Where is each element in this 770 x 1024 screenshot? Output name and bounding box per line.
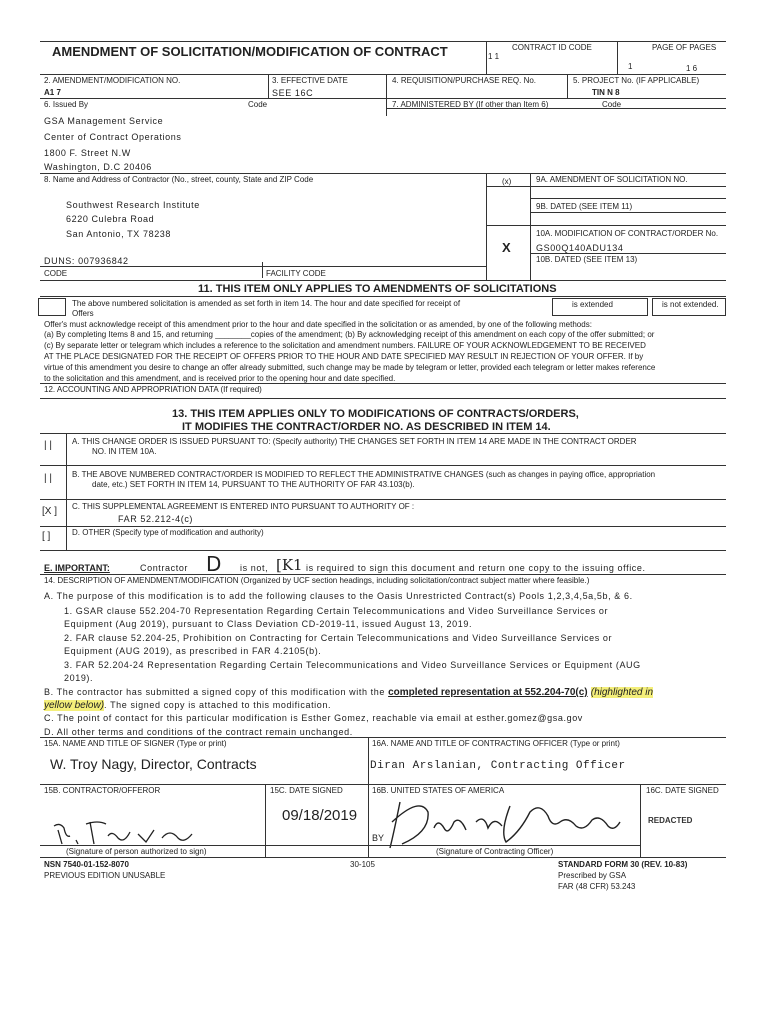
section-11-para-6: to the solicitation and this amendment, and is received prior to the opening hour and date specified. <box>44 374 396 383</box>
contractor-line-3: San Antonio, TX 78238 <box>66 229 172 239</box>
option-a-line-2: NO. IN ITEM 10A. <box>92 447 157 456</box>
previous-edition-note: PREVIOUS EDITION UNUSABLE <box>44 871 166 880</box>
amendment-no-label: 2. AMENDMENT/MODIFICATION NO. <box>44 76 181 85</box>
amendment-no-value: A1 7 <box>44 88 61 97</box>
page-label: PAGE OF PAGES <box>652 43 717 52</box>
usa-label: 16B. UNITED STATES OF AMERICA <box>372 786 505 795</box>
contract-id-value: 1 1 <box>488 52 500 61</box>
date-signed-16c-value: REDACTED <box>648 816 693 825</box>
section-11-offers: Offers <box>72 309 94 318</box>
description-b-line-2 <box>44 700 331 711</box>
important-label <box>44 563 110 573</box>
facility-code-label: FACILITY CODE <box>266 269 326 278</box>
important-rest: is required to sign this document and return one copy to the issuing office. <box>306 563 646 573</box>
officer-signature-caption: (Signature of Contracting Officer) <box>436 847 554 856</box>
description-label: 14. DESCRIPTION OF AMENDMENT/MODIFICATION (Organized by UCF section headings, including solicitation/contract subject matter where feasible.) <box>44 576 590 585</box>
nsn-number: NSN 7540-01-152-8070 <box>44 860 129 869</box>
by-label: BY <box>372 833 385 843</box>
project-no-value: TIN N 8 <box>592 88 620 97</box>
standard-form-label: STANDARD FORM 30 (REV. 10-83) <box>558 860 688 869</box>
signer-name-value: W. Troy Nagy, Director, Contracts <box>50 756 257 772</box>
option-c-line-1: C. THIS SUPPLEMENTAL AGREEMENT IS ENTERED INTO PURSUANT TO AUTHORITY OF : <box>72 502 415 511</box>
form-number-mid: 30-105 <box>350 860 375 869</box>
requisition-label: 4. REQUISITION/PURCHASE REQ. No. <box>392 76 537 85</box>
highlight-note-2: yellow below) <box>44 700 105 711</box>
description-a: A. The purpose of this modification is to add the following clauses to the Oasis Unrestricted Contract(s) Pools 1,2,3,4,5a,5b, & 6. <box>44 591 633 601</box>
section-11-line-1: The above numbered solicitation is amended as set forth in item 14. The hour and date specified for receipt of <box>72 299 461 308</box>
issuer-line-3: 1800 F. Street N.W <box>44 148 131 158</box>
officer-name-label: 16A. NAME AND TITLE OF CONTRACTING OFFICER (Type or print) <box>372 739 620 748</box>
section-11-para-2: (a) By completing Items 8 and 15, and returning ________copies of the amendment; (b) By acknowledging receipt of this amendment on each copy of the offer submitted; or <box>44 330 655 339</box>
form-title: AMENDMENT OF SOLICITATION/MODIFICATION OF CONTRACT <box>52 44 448 59</box>
completed-representation: completed representation at 552.204-70(c) <box>388 687 588 698</box>
description-c: C. The point of contact for this particular modification is Esther Gomez, reachable via email at esther.gomez@gsa.gov <box>44 713 583 723</box>
date-signed-16c-label: 16C. DATE SIGNED <box>646 786 719 795</box>
description-b-line-1 <box>44 687 653 698</box>
date-signed-15c-label: 15C. DATE SIGNED <box>270 786 343 795</box>
prescribed-by: Prescribed by GSA <box>558 871 627 880</box>
option-c-authority: FAR 52.212-4(c) <box>118 514 194 524</box>
description-b-text: B. The contractor has submitted a signed copy of this modification with the <box>44 687 385 697</box>
signer-signature-caption: (Signature of person authorized to sign) <box>66 847 207 856</box>
clause-1-line-1: 1. GSAR clause 552.204-70 Representation Regarding Certain Telecommunications and Video Surveillance Services or <box>64 606 609 616</box>
item-10b-label: 10B. DATED (SEE ITEM 13) <box>536 255 638 264</box>
item-10a-value: GS00Q140ADU134 <box>536 243 624 253</box>
section-13-title-2: IT MODIFIES THE CONTRACT/ORDER NO. AS DESCRIBED IN ITEM 14. <box>182 421 551 433</box>
clause-3-line-1: 3. FAR 52.204-24 Representation Regarding Certain Telecommunications and Video Surveillance Services or Equipment (AUG <box>64 660 641 670</box>
clause-3-line-2: 2019). <box>64 673 94 683</box>
description-d: D. All other terms and conditions of the contract remain unchanged. <box>44 727 353 737</box>
administered-by-label: 7. ADMINISTERED BY (If other than Item 6) <box>392 100 549 109</box>
section-13-title-1: 13. THIS ITEM APPLIES ONLY TO MODIFICATIONS OF CONTRACTS/ORDERS, <box>172 408 579 420</box>
option-b-checkbox[interactable]: | | <box>44 473 52 484</box>
not-extended-label: is not extended. <box>662 300 719 309</box>
section-11-checkbox[interactable] <box>38 298 66 316</box>
contractor-signature <box>50 808 210 850</box>
code-label: CODE <box>44 269 68 278</box>
issuer-line-2: Center of Contract Operations <box>44 132 182 142</box>
extended-label: is extended <box>572 300 613 309</box>
contractor-label: 8. Name and Address of Contractor (No., street, county, State and ZIP Code <box>44 175 314 184</box>
contractor-line-2: 6220 Culebra Road <box>66 214 155 224</box>
section-11-para-4: AT THE PLACE DESIGNATED FOR THE RECEIPT OF OFFERS PRIOR TO THE HOUR AND DATE SPECIFIED MAY RESULT IN REJECTION OF YOUR OFFER. If by <box>44 352 644 361</box>
issued-by-label: 6. Issued By <box>44 100 89 109</box>
section-11-para-3: (c) By separate letter or telegram which includes a reference to the solicitation and amendment numbers. FAILURE OF YOUR ACKNOWLEDGEMENT TO BE RECEIVED <box>44 341 646 350</box>
highlight-note-1: (highlighted in <box>590 687 654 698</box>
contractor-offeror-label: 15B. CONTRACTOR/OFFEROR <box>44 786 161 795</box>
option-a-checkbox[interactable]: | | <box>44 440 52 451</box>
clause-1-line-2: Equipment (Aug 2019), pursuant to Class Deviation CD-2019-11, issued August 13, 2019. <box>64 619 473 629</box>
effective-date-label: 3. EFFECTIVE DATE <box>272 76 348 85</box>
item-10a-x-mark: X <box>502 240 511 255</box>
option-d-line-1: D. OTHER (Specify type of modification and authority) <box>72 528 264 537</box>
item-9a-label: 9A. AMENDMENT OF SOLICITATION NO. <box>536 175 688 184</box>
date-signed-15c-value: 09/18/2019 <box>282 807 358 824</box>
important-text: E. IMPORTANT: <box>44 563 110 573</box>
total-pages: 1 6 <box>686 64 698 73</box>
contractor-line-1: Southwest Research Institute <box>66 200 200 210</box>
section-11-para-5: virtue of this amendment you desire to change an offer already submitted, such change may be made by telegram or letter, provided each telegram or letter makes reference <box>44 363 656 372</box>
project-no-label: 5. PROJECT No. (IF APPLICABLE) <box>573 76 700 85</box>
administered-code-label: Code <box>602 100 622 109</box>
contractor-word: Contractor <box>140 563 189 573</box>
item-10a-label: 10A. MODIFICATION OF CONTRACT/ORDER No. <box>536 229 719 238</box>
accounting-data-label: 12. ACCOUNTING AND APPROPRIATION DATA (If required) <box>44 385 262 394</box>
signer-name-label: 15A. NAME AND TITLE OF SIGNER (Type or print) <box>44 739 227 748</box>
x-column-header: (x) <box>502 177 512 186</box>
officer-name-value: Diran Arslanian, Contracting Officer <box>370 760 626 772</box>
option-c-checkbox[interactable]: [X ] <box>42 506 58 517</box>
option-b-line-1: B. THE ABOVE NUMBERED CONTRACT/ORDER IS MODIFIED TO REFLECT THE ADMINISTRATIVE CHANGES (such as changes in paying office, appropriation <box>72 470 656 479</box>
description-b-end: . The signed copy is attached to this modification. <box>104 700 332 710</box>
clause-2-line-2: Equipment (AUG 2019), as prescribed in FAR 4.2105(b). <box>64 646 322 656</box>
issuer-line-4: Washington, D.C 20406 <box>44 162 152 172</box>
section-11-title: 11. THIS ITEM ONLY APPLIES TO AMENDMENTS OF SOLICITATIONS <box>198 283 557 295</box>
option-b-line-2: date, etc.) SET FORTH IN ITEM 14, PURSUANT TO THE AUTHORITY OF FAR 43.103(b). <box>92 480 415 489</box>
page-number: 1 <box>628 62 633 71</box>
effective-date-value: SEE 16C <box>272 88 314 98</box>
section-11-para-1: Offer's must acknowledge receipt of this amendment prior to the hour and date specified in the solicitation or as amended, by one of the following methods: <box>44 320 592 329</box>
option-a-line-1: A. THIS CHANGE ORDER IS ISSUED PURSUANT TO: (Specify authority) THE CHANGES SET FORTH IN ITEM 14 ARE MADE IN THE CONTRACT ORDER <box>72 437 637 446</box>
clause-2-line-1: 2. FAR clause 52.204-25, Prohibition on Contracting for Certain Telecommunications and Video Surveillance Services or <box>64 633 613 643</box>
k1-mark: [K1 <box>276 556 303 574</box>
is-not-text: is not, <box>240 563 269 573</box>
contract-id-label: CONTRACT ID CODE <box>512 43 592 52</box>
issued-by-code-label: Code <box>248 100 268 109</box>
duns-number: DUNS: 007936842 <box>44 256 129 266</box>
option-d-checkbox[interactable]: [ ] <box>42 531 51 542</box>
issuer-line-1: GSA Management Service <box>44 116 164 126</box>
far-reference: FAR (48 CFR) 53.243 <box>558 882 636 891</box>
important-d-mark: D <box>206 552 222 576</box>
item-9b-label: 9B. DATED (SEE ITEM 11) <box>536 202 633 211</box>
